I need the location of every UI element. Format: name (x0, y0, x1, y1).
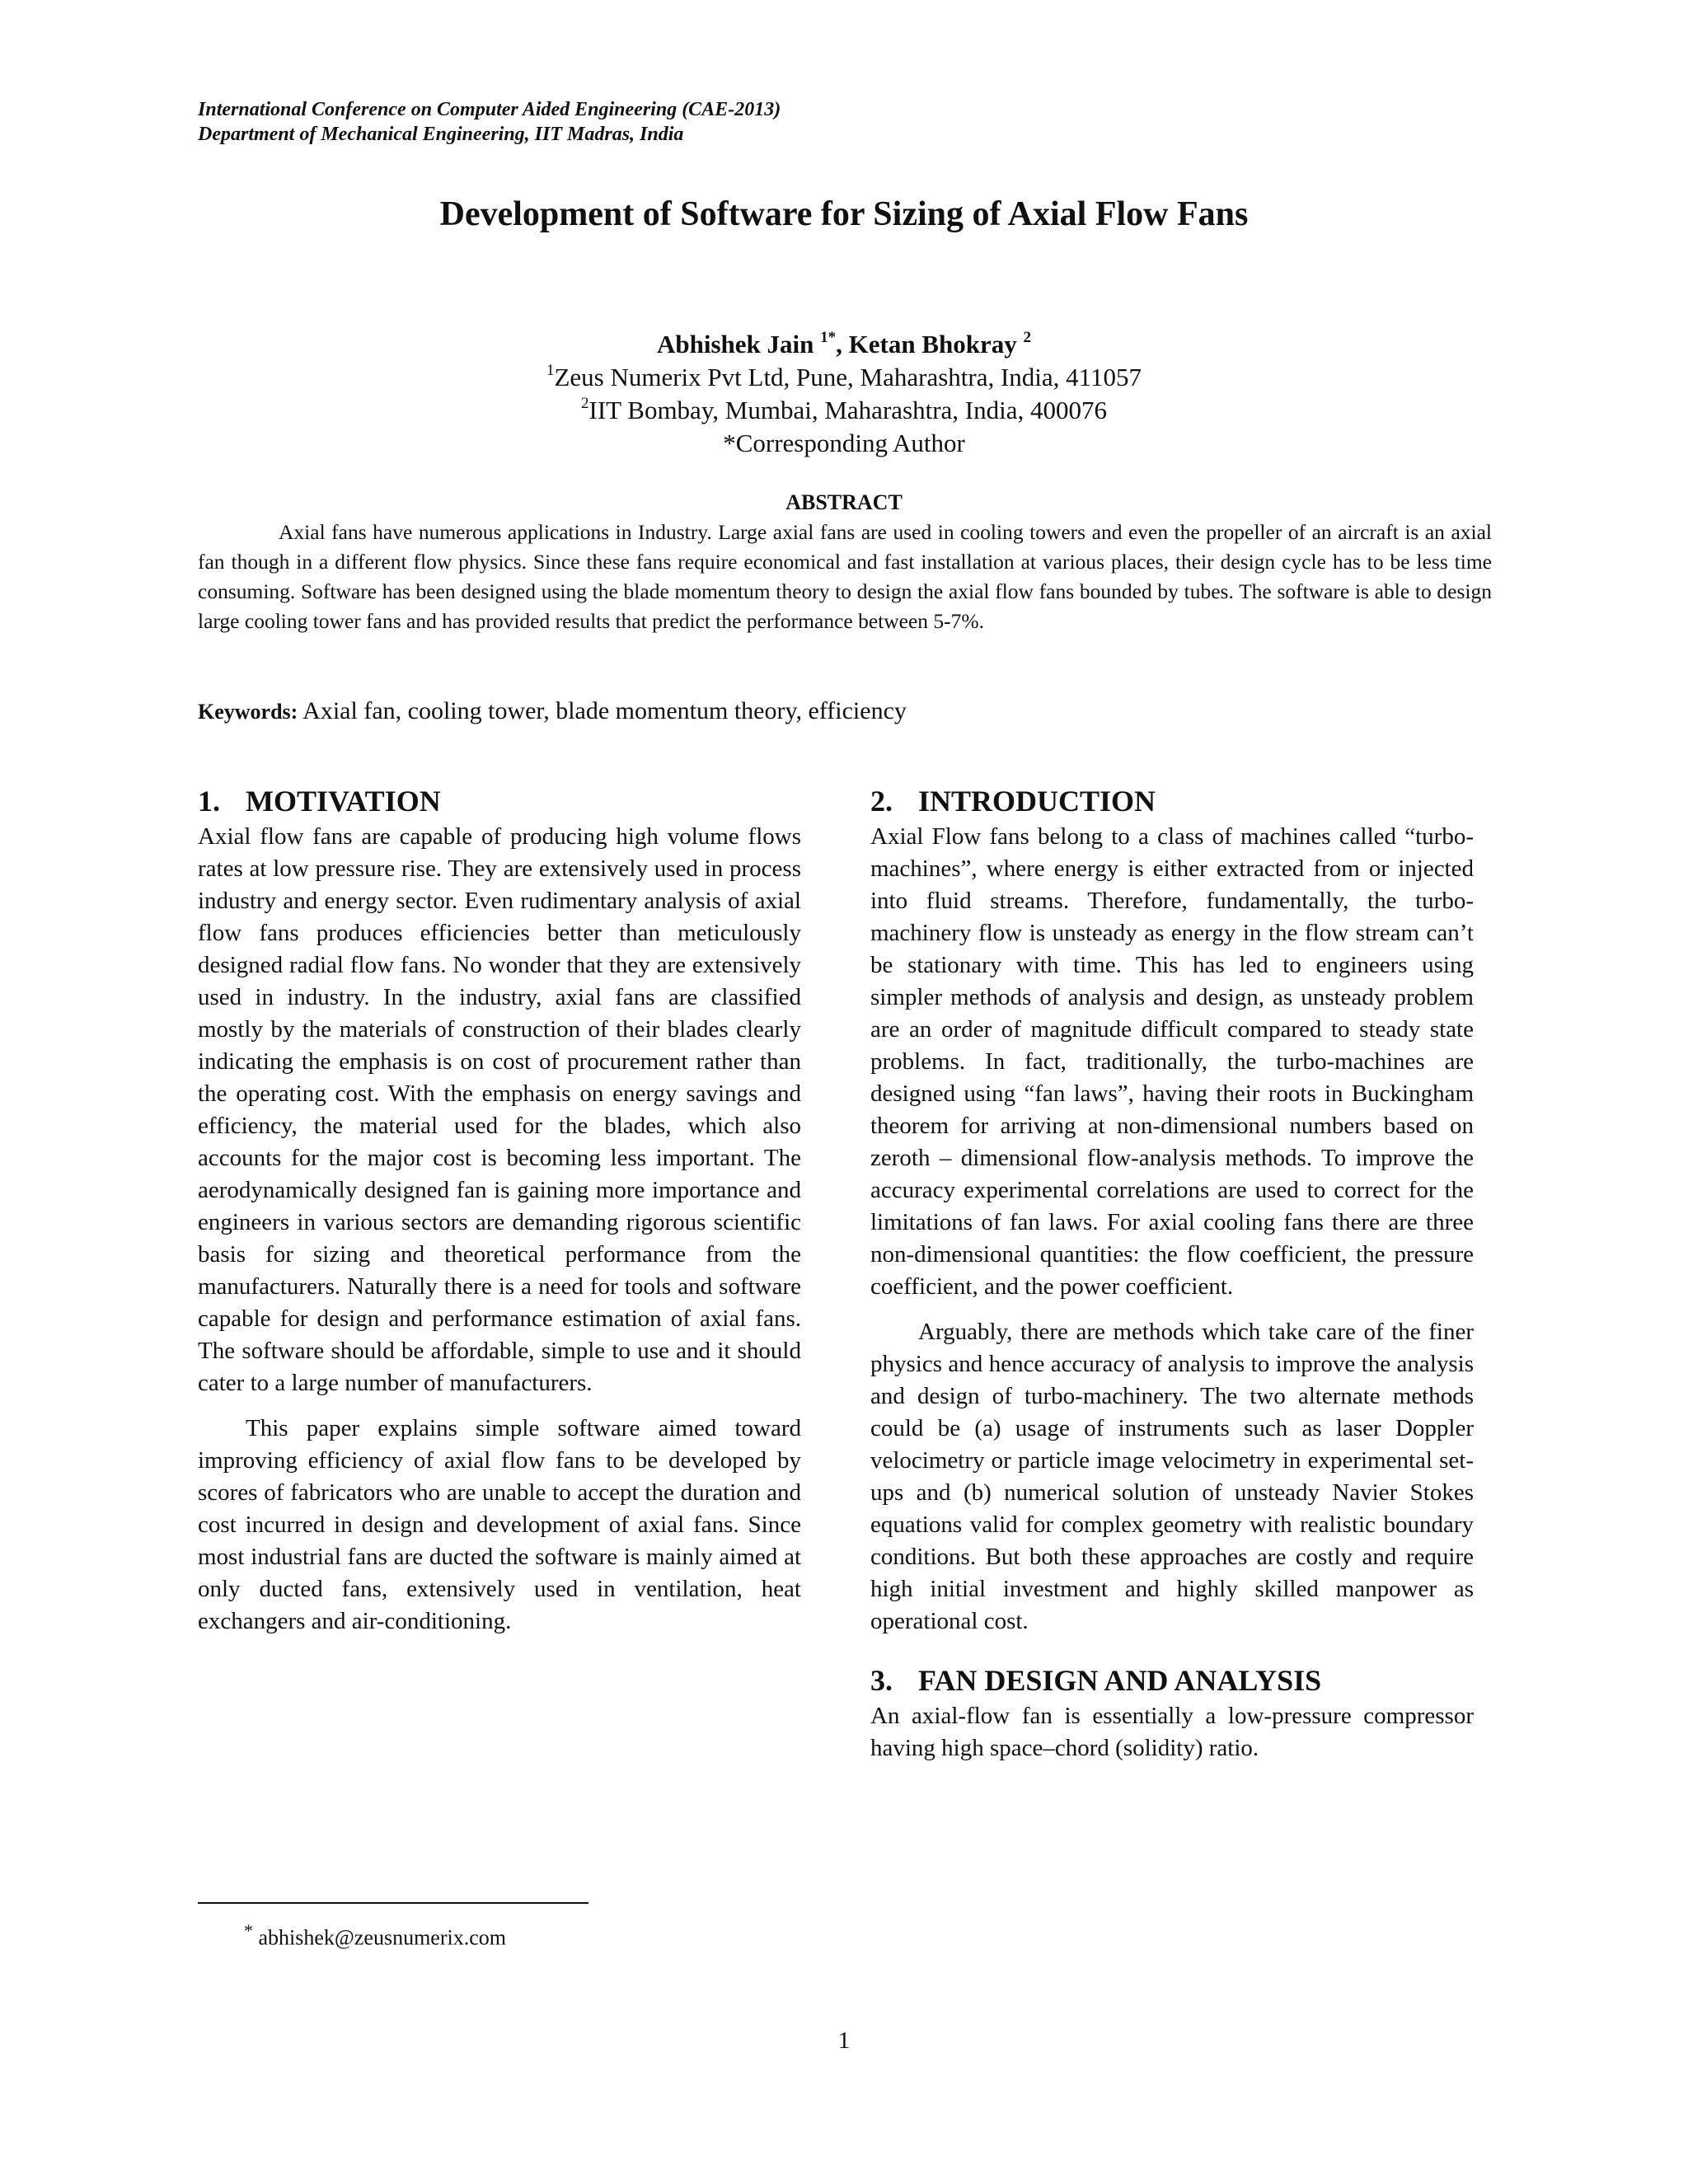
author-block (0, 328, 1688, 460)
keywords-text: Axial fan, cooling tower, blade momentum theory, efficiency (298, 697, 907, 724)
introduction-paragraph-2: Arguably, there are methods which take care of the finer physics and hence accuracy of analysis to improve the analysis and design of turbo-machinery. The two alternate methods could be (a) usage of instruments such as laser Doppler velocimetry or particle image velocimetry in experimental set-ups and (b) numerical solution of unsteady Navier Stokes equations valid for complex geometry with realistic boundary conditions. But both these approaches are costly and require high initial investment and highly skilled manpower as operational cost. (870, 1319, 1474, 1634)
keywords-label: Keywords: (198, 700, 298, 724)
introduction-paragraph-1: Axial Flow fans belong to a class of machines called “turbo-machines”, where energy is either extracted from or injected into fluid streams. Therefore, fundamentally, the turbo-machinery flow is unsteady as energy in the flow stream can’t be stationary with time. This has led to engineers using simpler methods of analysis and design, as unsteady problem are an order of magnitude difficult compared to steady state problems. In fact, traditionally, the turbo-machines are designed using “fan laws”, having their roots in Buckingham theorem for arriving at non-dimensional numbers based on zeroth – dimensional flow-analysis methods. To improve the accuracy experimental correlations are used to correct for the limitations of fan laws. For axial cooling fans there are three non-dimensional quantities: the flow coefficient, the pressure coefficient, and the power coefficient. (870, 823, 1474, 1300)
section-number: 1. (198, 785, 220, 818)
conference-header (198, 97, 781, 147)
author-2-name: Ketan Bhokray (848, 330, 1017, 359)
footnote (244, 1917, 506, 1952)
author-names (0, 328, 1688, 361)
page-number: 1 (837, 2027, 851, 2054)
motivation-paragraph-1: Axial flow fans are capable of producing high volume flows rates at low pressure rise. They are extensively used in process industry and energy sector. Even rudimentary analysis of axial flow fans produces efficiencies better than meticulously designed radial flow fans. No wonder that they are extensively used in industry. In the industry, axial fans are classified mostly by the materials of construction of their blades clearly indicating the emphasis is on cost of procurement rather than the operating cost. With the emphasis on energy savings and efficiency, the material used for the blades, which also accounts for the major cost is becoming less important. The aerodynamically designed fan is gaining more importance and engineers in various sectors are demanding rigorous scientific basis for sizing and theoretical performance from the manufacturers. Naturally there is a need for tools and software capable for design and performance estimation of axial fans. The software should be affordable, simple to use and it should cater to a large number of manufacturers. (198, 823, 801, 1396)
section-number: 2. (870, 785, 893, 818)
affiliation-2-text: IIT Bombay, Mumbai, Maharashtra, India, 400076 (588, 396, 1107, 424)
affiliation-1 (0, 361, 1688, 394)
footnote-mark: * (244, 1920, 253, 1941)
section-title: INTRODUCTION (918, 785, 1156, 818)
motivation-paragraph-2: This paper explains simple software aimed toward improving efficiency of axial flow fans to be developed by scores of fabricators who are unable to accept the duration and cost incurred in design and development of axial fans. Since most industrial fans are ducted the software is mainly aimed at only ducted fans, extensively used in ventilation, heat exchangers and air-conditioning. (198, 1415, 801, 1634)
section-heading-introduction (870, 781, 1474, 821)
section-heading-fan-design (870, 1661, 1474, 1700)
corresponding-author-note: *Corresponding Author (723, 429, 965, 457)
section-title: MOTIVATION (246, 785, 441, 818)
section-title: FAN DESIGN AND ANALYSIS (918, 1664, 1322, 1697)
affiliation-2-superscript: 2 (581, 394, 589, 412)
keywords-line (198, 696, 1492, 728)
author-1-superscript: 1* (820, 328, 837, 346)
affiliation-1-superscript: 1 (546, 361, 555, 379)
fan-design-paragraph-1: An axial-flow fan is essentially a low-pressure compressor having high space–chord (solidity) ratio. (870, 1703, 1474, 1761)
right-column (870, 781, 1474, 1765)
author-1-name: Abhishek Jain (657, 330, 814, 359)
abstract-heading: ABSTRACT (785, 490, 903, 514)
section-number: 3. (870, 1664, 893, 1697)
author-2-superscript: 2 (1023, 328, 1031, 346)
affiliation-2 (0, 394, 1688, 427)
paper-title: Development of Software for Sizing of Axial Flow Fans (439, 195, 1249, 233)
section-heading-motivation (198, 781, 801, 821)
author-separator: , (836, 330, 849, 359)
affiliation-1-text: Zeus Numerix Pvt Ltd, Pune, Maharashtra, India, 411057 (554, 363, 1142, 391)
footnote-email: abhishek@zeusnumerix.com (253, 1925, 506, 1950)
department-name: Department of Mechanical Engineering, IIT Madras, India (198, 124, 684, 145)
left-column (198, 781, 801, 1638)
footnote-divider (198, 1902, 588, 1904)
conference-name: International Conference on Computer Aided Engineering (CAE-2013) (198, 99, 781, 120)
abstract-text: Axial fans have numerous applications in Industry. Large axial fans are used in cooling towers and even the propeller of an aircraft is an axial fan though in a different flow physics. Since these fans require economical and fast installation at various places, their design cycle has to be less time consuming. Software has been designed using the blade momentum theory to design the axial flow fans bounded by tubes. The software is able to design large cooling tower fans and has provided results that predict the performance between 5-7%. (198, 520, 1492, 633)
